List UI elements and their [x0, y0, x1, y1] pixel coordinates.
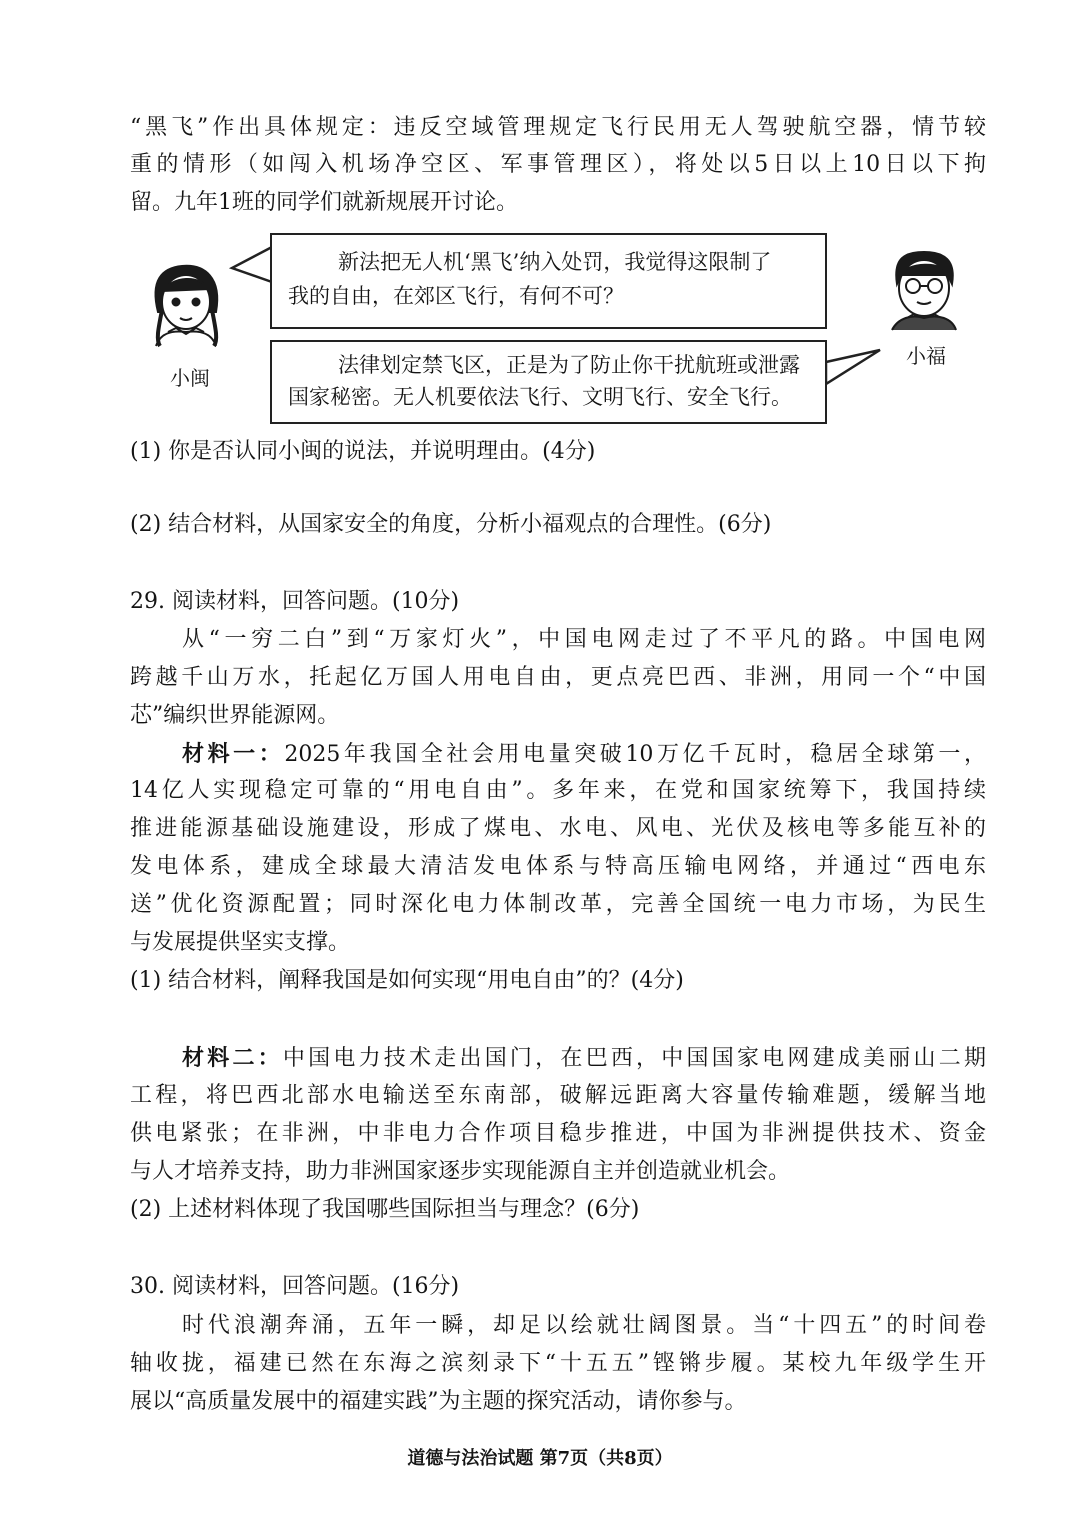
q29-material2-line-1	[182, 1043, 986, 1074]
q28-sub1: (1) 你是否认同小闽的说法，并说明理由。(4分)	[130, 439, 596, 464]
speaker-name-xiaofu: 小福	[906, 344, 946, 368]
q29-material1-line-5: 送”优化资源配置；同时深化电力体制改革，完善全国统一电力市场，为民生	[130, 892, 986, 917]
q29-title: 29. 阅读材料，回答问题。(10分)	[130, 589, 460, 614]
material1-label: 材料一：	[182, 741, 285, 767]
speech-bubble-xiaomin	[270, 233, 827, 329]
q29-material1-line-3: 推进能源基础设施建设，形成了煤电、水电、风电、光伏及核电等多能互补的	[130, 816, 986, 841]
q30-intro-line-2: 轴收拢，福建已然在东海之滨刻录下“十五五”铿锵步履。某校九年级学生开	[130, 1351, 986, 1376]
intro-line-2: 重的情形（如闯入机场净空区、军事管理区），将处以5日以上10日以下拘	[130, 152, 986, 177]
q29-material2-line-3: 供电紧张；在非洲，中非电力合作项目稳步推进，中国为非洲提供技术、资金	[130, 1121, 986, 1146]
bubble2-tail	[826, 350, 880, 384]
q28-sub2: (2) 结合材料，从国家安全的角度，分析小福观点的合理性。(6分)	[130, 512, 772, 537]
xiaomin-figure-icon	[155, 266, 217, 346]
q29-material1-line-6: 与发展提供坚实支撑。	[130, 930, 351, 955]
q29-intro-line-1: 从“一穷二白”到“万家灯火”，中国电网走过了不平凡的路。中国电网	[182, 627, 986, 652]
bubble1-line-1: 新法把无人机‘黑飞’纳入处罚，我觉得这限制了	[338, 250, 772, 274]
q29-material1-line-4: 发电体系，建成全球最大清洁发电体系与特高压输电网络，并通过“西电东	[130, 854, 986, 879]
q29-material1-line-1	[182, 739, 986, 770]
intro-line-3: 留。九年1班的同学们就新规展开讨论。	[130, 190, 518, 215]
q30-intro-line-3: 展以“高质量发展中的福建实践”为主题的探究活动，请你参与。	[130, 1389, 747, 1414]
bubble2-line-2: 国家秘密。无人机要依法飞行、文明飞行、安全飞行。	[288, 385, 792, 409]
q30-intro-line-1: 时代浪潮奔涌，五年一瞬，却足以绘就壮阔图景。当“十四五”的时间卷	[182, 1313, 986, 1338]
q29-material1-line-2: 14亿人实现稳定可靠的“用电自由”。多年来，在党和国家统筹下，我国持续	[130, 778, 986, 803]
bubble2-line-1: 法律划定禁飞区，正是为了防止你干扰航班或泄露	[338, 353, 800, 377]
q29-sub1: (1) 结合材料，阐释我国是如何实现“用电自由”的？(4分)	[130, 968, 684, 993]
q29-intro-line-2: 跨越千山万水，托起亿万国人用电自由，更点亮巴西、非洲，用同一个“中国	[130, 665, 986, 690]
q29-material2-line-2: 工程，将巴西北部水电输送至东南部，破解远距离大容量传输难题，缓解当地	[130, 1083, 986, 1108]
material1-first-text: 2025年我国全社会用电量突破10万亿千瓦时，稳居全球第一，	[284, 742, 986, 767]
q30-title: 30. 阅读材料，回答问题。(16分)	[130, 1274, 460, 1299]
page-footer: 道德与法治试题 第7页（共8页）	[407, 1448, 673, 1469]
q29-sub2: (2) 上述材料体现了我国哪些国际担当与理念？(6分)	[130, 1197, 640, 1222]
intro-line-1: “黑飞”作出具体规定：违反空域管理规定飞行民用无人驾驶航空器，情节较	[130, 115, 986, 140]
material2-first-text: 中国电力技术走出国门，在巴西，中国国家电网建成美丽山二期	[282, 1046, 986, 1071]
bubble1-line-2: 我的自由，在郊区飞行，有何不可？	[288, 284, 624, 308]
material2-label: 材料二：	[182, 1045, 283, 1071]
q29-material2-line-4: 与人才培养支持，助力非洲国家逐步实现能源自主并创造就业机会。	[130, 1159, 791, 1184]
q29-intro-line-3: 芯”编织世界能源网。	[130, 703, 340, 728]
xiaofu-figure-icon	[892, 252, 956, 330]
speaker-name-xiaomin: 小闽	[170, 366, 210, 390]
bubble1-tail	[232, 247, 272, 282]
speech-bubble-xiaofu	[270, 340, 827, 424]
